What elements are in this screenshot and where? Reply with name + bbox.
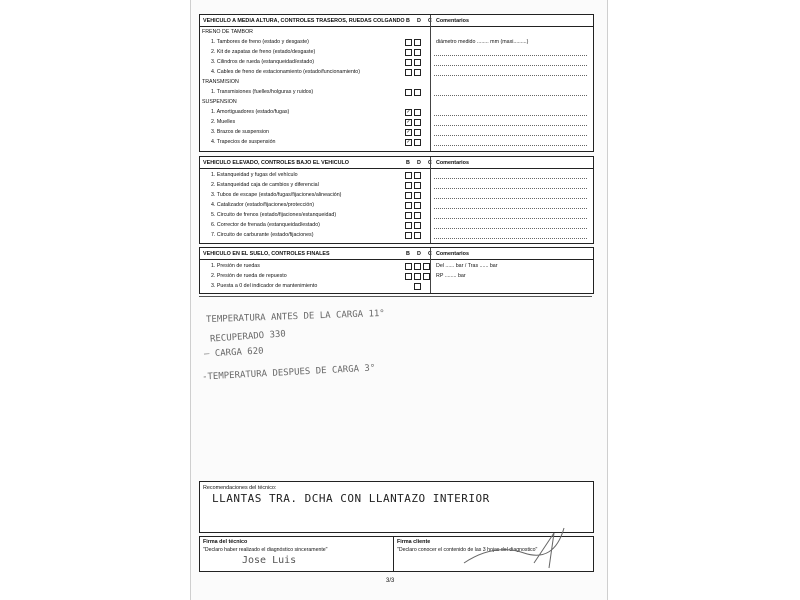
- checkbox-d[interactable]: [414, 139, 421, 146]
- check-item: 1. Presión de ruedas: [211, 263, 260, 269]
- group-label: SUSPENSION: [202, 99, 237, 105]
- comment-line: [434, 125, 587, 126]
- check-item: 2. Kit de zapatas de freno (estado/desgaste): [211, 49, 316, 55]
- group-label: TRANSMISION: [202, 79, 239, 85]
- checkbox-b[interactable]: [405, 182, 412, 189]
- comment-line: [434, 178, 587, 179]
- group-label: FRENO DE TAMBOR: [202, 29, 254, 35]
- check-item: 5. Circuito de frenos (estado/fijaciones/estanqueidad): [211, 212, 337, 218]
- checkbox-b[interactable]: [405, 232, 412, 239]
- section-title: VEHICULO A MEDIA ALTURA, CONTROLES TRASEROS, RUEDAS COLGANDO: [203, 17, 405, 24]
- col-d: D: [417, 17, 421, 24]
- checkbox-d[interactable]: [414, 263, 421, 270]
- col-b: B: [406, 17, 410, 24]
- checkbox-d[interactable]: [414, 202, 421, 209]
- technician-declaration: "Declaro haber realizado el diagnóstico sinceramente": [203, 547, 328, 553]
- comment-line: [434, 218, 587, 219]
- checkbox-d[interactable]: [414, 222, 421, 229]
- col-comments: Comentarios: [436, 17, 469, 24]
- comment-line: [434, 75, 587, 76]
- check-item: 4. Trapecios de suspensión: [211, 139, 276, 145]
- comment-line: [434, 238, 587, 239]
- comment-note: diámetro medido ........ mm (maxi.........): [436, 39, 529, 45]
- checkbox-d[interactable]: [414, 182, 421, 189]
- check-item: 3. Cilindros de rueda (estanqueidad/estado): [211, 59, 315, 65]
- check-item: 1. Tambores de freno (estado y desgaste): [211, 39, 309, 45]
- client-title: Firma cliente: [397, 539, 431, 545]
- section-title: VEHICULO ELEVADO, CONTROLES BAJO EL VEHICULO: [203, 159, 349, 166]
- checkbox-b[interactable]: [405, 192, 412, 199]
- comment-line: [434, 65, 587, 66]
- section-mid-height-controls: [199, 14, 594, 152]
- checkbox-d[interactable]: [414, 59, 421, 66]
- comment-line: [434, 95, 587, 96]
- checkbox-b[interactable]: ✓: [406, 119, 411, 125]
- divider: [199, 296, 592, 297]
- comment-line: [434, 135, 587, 136]
- checkbox-d[interactable]: [414, 89, 421, 96]
- check-item: 3. Brazos de suspension: [211, 129, 270, 135]
- check-item: 1. Transmisiones (fuelles/holguras y ruidos): [211, 89, 314, 95]
- section-title: VEHICULO EN EL SUELO, CONTROLES FINALES: [203, 250, 330, 257]
- recommendations-text: LLANTAS TRA. DCHA CON LLANTAZO INTERIOR: [212, 492, 490, 505]
- checkbox-d[interactable]: [414, 119, 421, 126]
- check-item: 2. Muelles: [211, 119, 236, 125]
- checkbox-b[interactable]: [405, 273, 412, 280]
- checkbox-d[interactable]: [414, 49, 421, 56]
- section-header: [200, 157, 593, 169]
- technician-signature-box: [199, 536, 394, 572]
- comment-line: [434, 208, 587, 209]
- checkbox-d[interactable]: [414, 172, 421, 179]
- col-c: C: [428, 17, 432, 24]
- checkbox-d[interactable]: [414, 232, 421, 239]
- handwritten-note: TEMPERATURA ANTES DE LA CARGA 11°: [205, 308, 385, 326]
- checkbox-d[interactable]: [414, 39, 421, 46]
- check-item: 4. Cables de freno de estacionamiento (estado/funcionamiento): [211, 69, 360, 75]
- checkbox-d[interactable]: [414, 129, 421, 136]
- client-signature-box: [393, 536, 594, 572]
- col-d: D: [417, 159, 421, 166]
- section-header: [200, 15, 593, 27]
- comment-line: [434, 228, 587, 229]
- comment-line: [434, 198, 587, 199]
- handwritten-note: RECUPERADO 330: [209, 329, 287, 345]
- checkbox-d[interactable]: [414, 283, 421, 290]
- checkbox-b[interactable]: [405, 222, 412, 229]
- checkbox-b[interactable]: [405, 172, 412, 179]
- section-final-controls: [199, 247, 594, 294]
- checkbox-c[interactable]: [423, 273, 430, 280]
- check-item: 3. Tubos de escape (estado/fugas/fijaciones/alineación): [211, 192, 342, 198]
- comment-line: [434, 188, 587, 189]
- page-number: 3/3: [386, 578, 395, 584]
- check-item: 1. Amortiguadores (estado/fugas): [211, 109, 290, 115]
- checkbox-b[interactable]: ✓: [406, 129, 411, 135]
- comment-line: [434, 115, 587, 116]
- handwritten-note: -TEMPERATURA DESPUES DE CARGA 3°: [201, 363, 376, 383]
- checkbox-d[interactable]: [414, 273, 421, 280]
- check-item: 2. Estanqueidad caja de cambios y diferencial: [211, 182, 319, 188]
- check-item: 1. Estanqueidad y fugas del vehículo: [211, 172, 298, 178]
- checkbox-d[interactable]: [414, 212, 421, 219]
- col-d: D: [417, 250, 421, 257]
- checkbox-b[interactable]: ✓: [406, 139, 411, 145]
- col-comments: Comentarios: [436, 250, 469, 257]
- checkbox-b[interactable]: [405, 69, 412, 76]
- check-item: 7. Circuito de carburante (estado/fijaciones): [211, 232, 314, 238]
- checkbox-c[interactable]: [423, 263, 430, 270]
- handwritten-note: — CARGA 620: [203, 346, 264, 360]
- col-c: C: [428, 159, 432, 166]
- checkbox-d[interactable]: [414, 192, 421, 199]
- checkbox-b[interactable]: [405, 49, 412, 56]
- checkbox-d[interactable]: [414, 69, 421, 76]
- section-header: [200, 248, 593, 260]
- comment-line: [434, 55, 587, 56]
- checkbox-b[interactable]: [405, 89, 412, 96]
- section-elevated-controls: [199, 156, 594, 244]
- col-b: B: [406, 159, 410, 166]
- checkbox-d[interactable]: [414, 109, 421, 116]
- check-item: 3. Puesta a 0 del indicador de mantenimiento: [211, 283, 318, 289]
- col-b: B: [406, 250, 410, 257]
- technician-signature: Jose Luis: [242, 555, 297, 566]
- pressure-comment: Del ...... bar / Tras ...... bar: [436, 263, 498, 269]
- col-comments: Comentarios: [436, 159, 469, 166]
- client-signature-scribble: [454, 523, 574, 573]
- check-item: 6. Corrector de frenada (estanqueidad/estado): [211, 222, 320, 228]
- checkbox-b[interactable]: [405, 212, 412, 219]
- client-declaration: "Declaro conocer el contenido de las 3 hojas del diagnostico": [397, 547, 538, 553]
- checkbox-b[interactable]: [405, 39, 412, 46]
- check-item: 2. Presión de rueda de repuesto: [211, 273, 287, 279]
- checkbox-b[interactable]: [405, 59, 412, 66]
- check-item: 4. Catalizador (estado/fijaciones/protección): [211, 202, 315, 208]
- checkbox-b[interactable]: [405, 202, 412, 209]
- comment-line: [434, 145, 587, 146]
- recommendations-label: Recomendaciones del técnico:: [203, 485, 277, 491]
- technician-title: Firma del técnico: [203, 539, 248, 545]
- checkbox-b[interactable]: ✓: [406, 109, 411, 115]
- checkbox-b[interactable]: [405, 263, 412, 270]
- spare-comment: RP ........ bar: [436, 273, 466, 279]
- col-c: C: [428, 250, 432, 257]
